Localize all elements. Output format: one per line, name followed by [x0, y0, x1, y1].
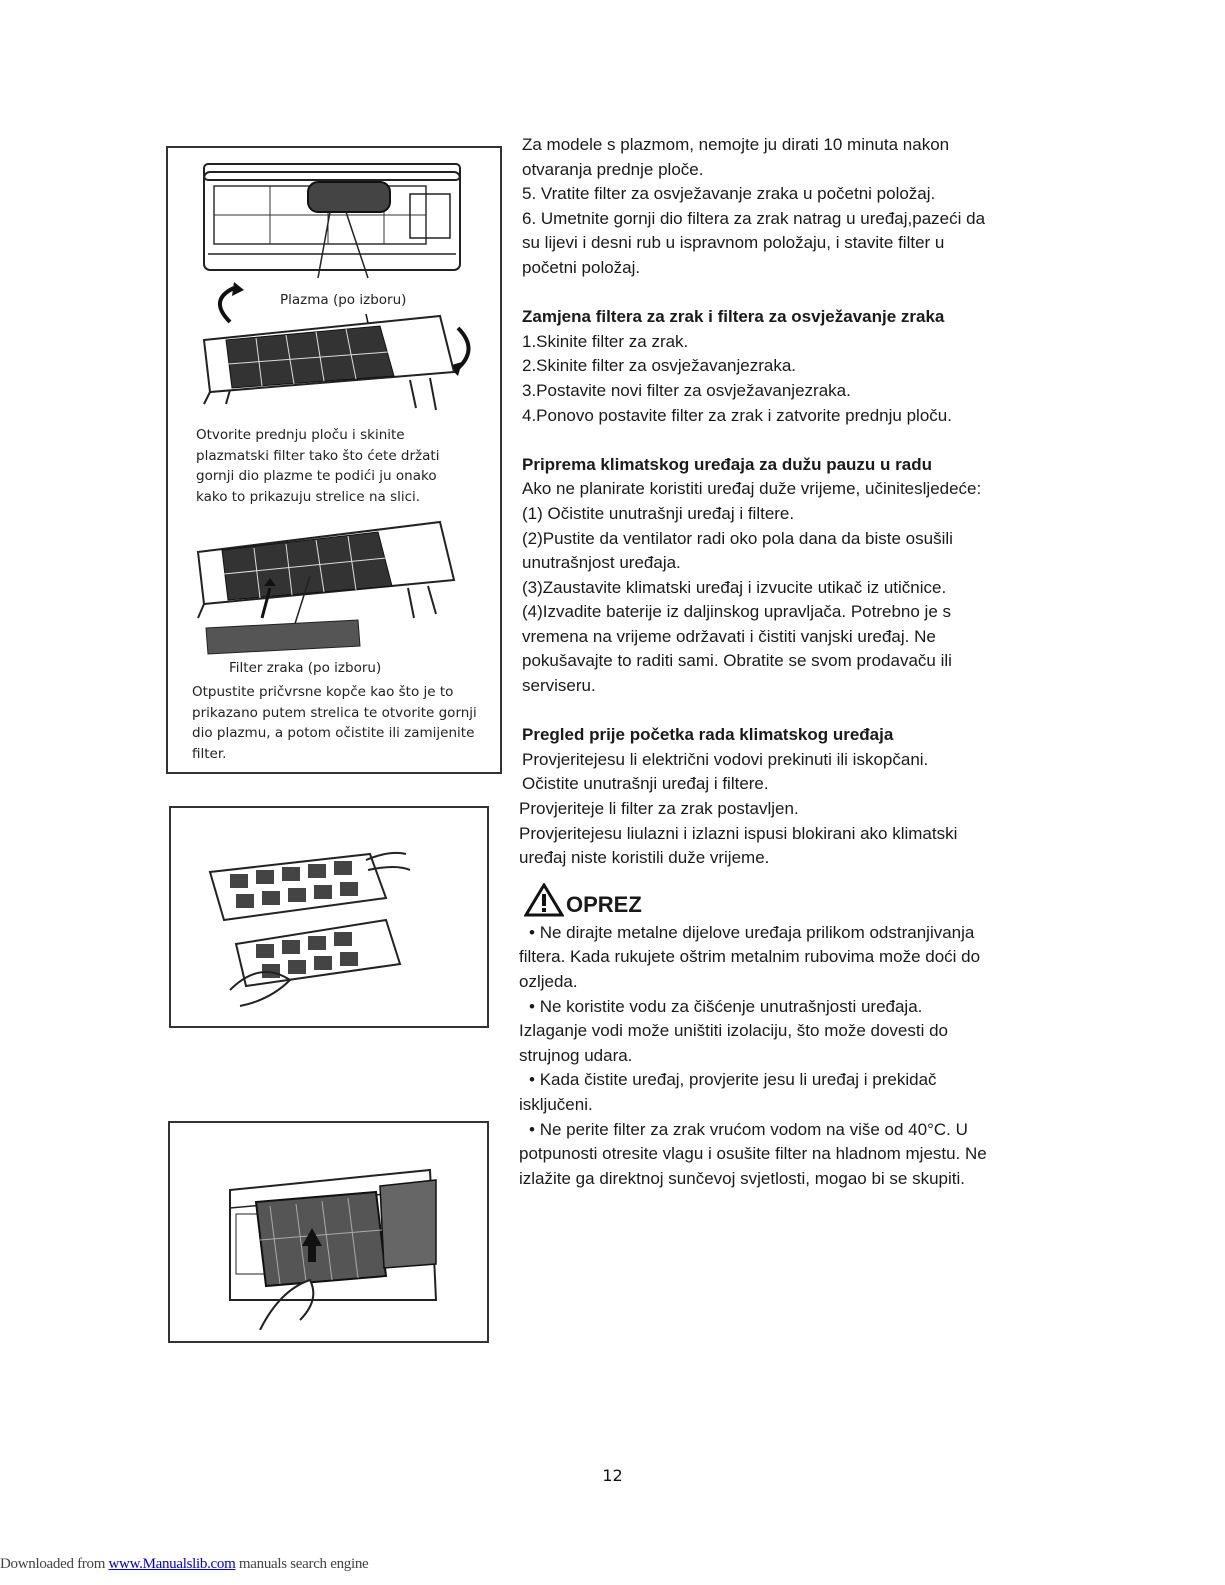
footer-prefix: Downloaded from [0, 1556, 109, 1572]
replace-step-3: 3.Postavite novi filter za osvježavanjezraka. [522, 380, 851, 400]
page-number: 12 [602, 1466, 623, 1485]
step-5: 5. Vratite filter za osvježavanje zraka u početni položaj. [522, 184, 936, 204]
heading-pre-start-check: Pregled prije početka rada klimatskog uređaja [522, 725, 894, 745]
open-front-panel-caption: Otvorite prednju ploču i skinite plazmatski filter tako što ćete držati gornji dio plazme te podići ju onako kako to prikazuju strelice na slici. [196, 427, 440, 505]
prepare-step-2: (2)Pustite da ventilator radi oko pola dana da biste osušili unutrašnjost uređaja. [522, 528, 953, 573]
instructions-column [519, 133, 1042, 1191]
filter-insertion-illustration [200, 1150, 440, 1330]
manualslib-link[interactable]: www.Manualslib.com [108, 1556, 236, 1572]
check-2: Očistite unutrašnji uređaj i filtere. [522, 774, 769, 794]
caution-item-4: • Ne perite filter za zrak vrućom vodom na više od 40°C. U potpunosti otresite vlagu i osušite filter na hladnom mjestu. Ne izlažite ga direktnoj sunčevoj svjetlosti, mogao bi se skupiti. [519, 1118, 1042, 1192]
plasma-label: Plazma (po izboru) [280, 292, 407, 308]
caution-item-3: • Kada čistite uređaj, provjerite jesu li uređaj i prekidač isključeni. [519, 1068, 1042, 1117]
filter-panel-rotate-illustration [190, 280, 490, 420]
download-footer [0, 1556, 368, 1573]
filter-cleaning-illustration [200, 840, 420, 1010]
check-3: Provjeriteje li filter za zrak postavljen. [519, 799, 799, 819]
prepare-step-3: (3)Zaustavite klimatski uređaj i izvucite utikač iz utičnice. [522, 577, 947, 597]
check-4: Provjeritejesu liulazni i izlazni ispusi blokirani ako klimatski uređaj niste koristili duže vrijeme. [519, 823, 958, 868]
step-6: 6. Umetnite gornji dio filtera za zrak natrag u uređaj,pazeći da su lijevi i desni rub u ispravnom položaju, i stavite filter u početni položaj. [522, 208, 986, 277]
caution-item-1: • Ne dirajte metalne dijelove uređaja prilikom odstranjivanja filtera. Kada rukujete oštrim metalnim rubovima može doći do ozljeda. [519, 921, 1042, 995]
caution-title: OPREZ [566, 891, 642, 917]
warning-triangle-icon [524, 883, 564, 917]
heading-long-pause-preparation: Priprema klimatskog uređaja za dužu pauzu u radu [522, 454, 932, 474]
footer-suffix: manuals search engine [235, 1556, 369, 1572]
filter-clip-release-illustration [188, 508, 488, 658]
replace-step-2: 2.Skinite filter za osvježavanjezraka. [522, 356, 797, 376]
caution-item-2: • Ne koristite vodu za čišćenje unutrašnjosti uređaja. Izlaganje vodi može uništiti izolaciju, što može dovesti do strujnog udara. [519, 995, 1042, 1069]
caution-heading [524, 873, 1042, 917]
prepare-intro: Ako ne planirate koristiti uređaj duže vrijeme, učinitesljedeće: [522, 479, 982, 499]
indoor-unit-open-illustration [200, 160, 465, 280]
air-filter-label: Filter zraka (po izboru) [229, 660, 382, 676]
release-clips-caption: Otpustite pričvrsne kopče kao što je to prikazano putem strelica te otvorite gornji dio plazmu, a potom očistite ili zamijenite filter. [192, 684, 477, 762]
check-1: Provjeritejesu li električni vodovi prekinuti ili iskopčani. [522, 749, 929, 769]
prepare-step-1: (1) Očistite unutrašnji uređaj i filtere. [522, 503, 795, 523]
plasma-note: Za modele s plazmom, nemojte ju dirati 10 minuta nakon otvaranja prednje ploče. [522, 135, 950, 179]
replace-step-4: 4.Ponovo postavite filter za zrak i zatvorite prednju ploču. [522, 405, 952, 425]
heading-filter-replacement: Zamjena filtera za zrak i filtera za osvježavanje zraka [522, 307, 945, 327]
replace-step-1: 1.Skinite filter za zrak. [522, 331, 689, 351]
prepare-step-4: (4)Izvadite baterije iz daljinskog upravljača. Potrebno je s vremena na vrijeme održavati i čistiti vanjski uređaj. Ne pokušavajte to raditi sami. Obratite se svom prodavaču ili serviseru. [522, 602, 952, 696]
